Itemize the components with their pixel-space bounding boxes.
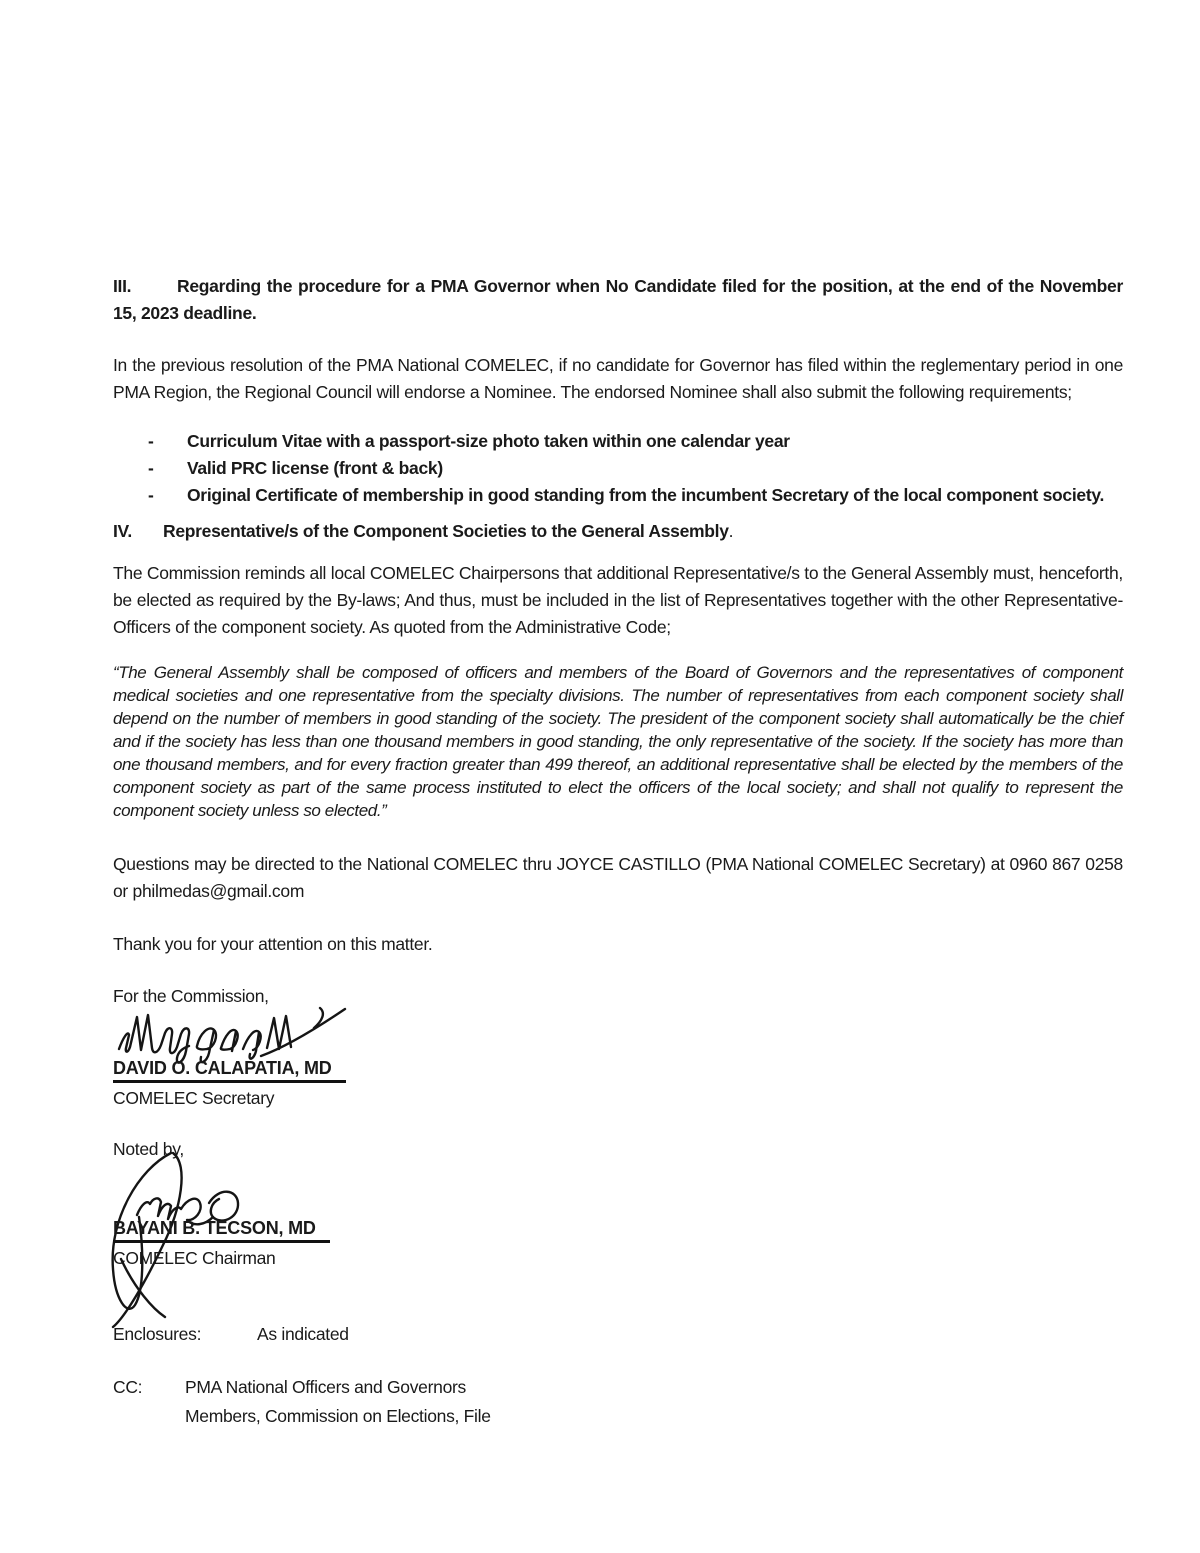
paragraph-questions-contact: Questions may be directed to the National COMELEC thru JOYCE CASTILLO (PMA National COMELEC Secretary) at 0960 867 0258 or philmedas@gmail.com bbox=[113, 854, 1123, 901]
section-iv-number: IV. bbox=[113, 521, 132, 541]
list-item bbox=[113, 428, 1123, 455]
requirements-list bbox=[113, 428, 1123, 509]
secretary-signature-block bbox=[113, 1010, 1123, 1112]
chairman-signature-block bbox=[113, 1163, 1123, 1272]
list-item bbox=[113, 482, 1123, 509]
section-iv-heading-text: Representative/s of the Component Societies to the General Assembly bbox=[163, 521, 729, 541]
cc-line bbox=[113, 1373, 1123, 1431]
letter-content bbox=[113, 0, 1123, 1431]
cc-recipients bbox=[185, 1373, 491, 1431]
section-iv-heading-period: . bbox=[728, 521, 734, 541]
cc-recipient: PMA National Officers and Governors bbox=[185, 1377, 466, 1397]
noted-by-line: Noted by, bbox=[113, 1139, 184, 1159]
paragraph-previous-resolution: In the previous resolution of the PMA National COMELEC, if no candidate for Governor has filed within the reglementary period in one PMA Region, the Regional Council will endorse a Nominee. The endorsed Nominee shall also submit the following requirements; bbox=[113, 355, 1123, 402]
dash-bullet-icon: - bbox=[148, 431, 154, 451]
cc-recipient: Members, Commission on Elections, File bbox=[185, 1406, 491, 1426]
cc-label: CC: bbox=[113, 1377, 143, 1397]
requirement-text: Original Certificate of membership in good standing from the incumbent Secretary of the local component society. bbox=[187, 485, 1105, 505]
section-iii-heading bbox=[113, 273, 1123, 327]
section-iv-heading bbox=[113, 518, 1123, 545]
list-item bbox=[113, 455, 1123, 482]
dash-bullet-icon: - bbox=[148, 485, 154, 505]
dash-bullet-icon: - bbox=[148, 458, 154, 478]
administrative-code-quote: “The General Assembly shall be composed of officers and members of the Board of Governors and the representatives of component medical societies and one representative from the specialty divisions. The number of representatives from each component society shall depend on the number of members in good standing of the society. The president of the component society shall automatically be the chief and if the society has less than one thousand members in good standing, the only representative of the society. If the society has more than one thousand members, and for every fraction greater than 499 thereof, an additional representative shall be elected by the members of the component society as part of the same process instituted to elect the officers of the local society; and shall not qualify to represent the component society unless so elected.” bbox=[113, 663, 1123, 820]
requirement-text: Valid PRC license (front & back) bbox=[187, 458, 443, 478]
requirement-text: Curriculum Vitae with a passport-size photo taken within one calendar year bbox=[187, 431, 790, 451]
enclosures-value: As indicated bbox=[257, 1324, 349, 1344]
section-iii-heading-text: Regarding the procedure for a PMA Governor when No Candidate filed for the position, at the end of the November 15, 2023 deadline. bbox=[113, 276, 1123, 323]
section-iii-number: III. bbox=[113, 276, 132, 296]
chairman-name: BAYANI B. TECSON, MD bbox=[113, 1216, 330, 1243]
secretary-title: COMELEC Secretary bbox=[113, 1088, 275, 1108]
enclosures-label: Enclosures: bbox=[113, 1324, 202, 1344]
paragraph-commission-reminder: The Commission reminds all local COMELEC Chairpersons that additional Representative/s to the General Assembly must, henceforth, be elected as required by the By-laws; And thus, must be included in the list of Representatives together with the other Representative-Officers of the component society. As quoted from the Administrative Code; bbox=[113, 563, 1123, 637]
secretary-name: DAVID O. CALAPATIA, MD bbox=[113, 1056, 346, 1083]
chairman-title: COMELEC Chairman bbox=[113, 1248, 276, 1268]
closing-line: For the Commission, bbox=[113, 986, 269, 1006]
thank-you-line: Thank you for your attention on this matter. bbox=[113, 934, 433, 954]
